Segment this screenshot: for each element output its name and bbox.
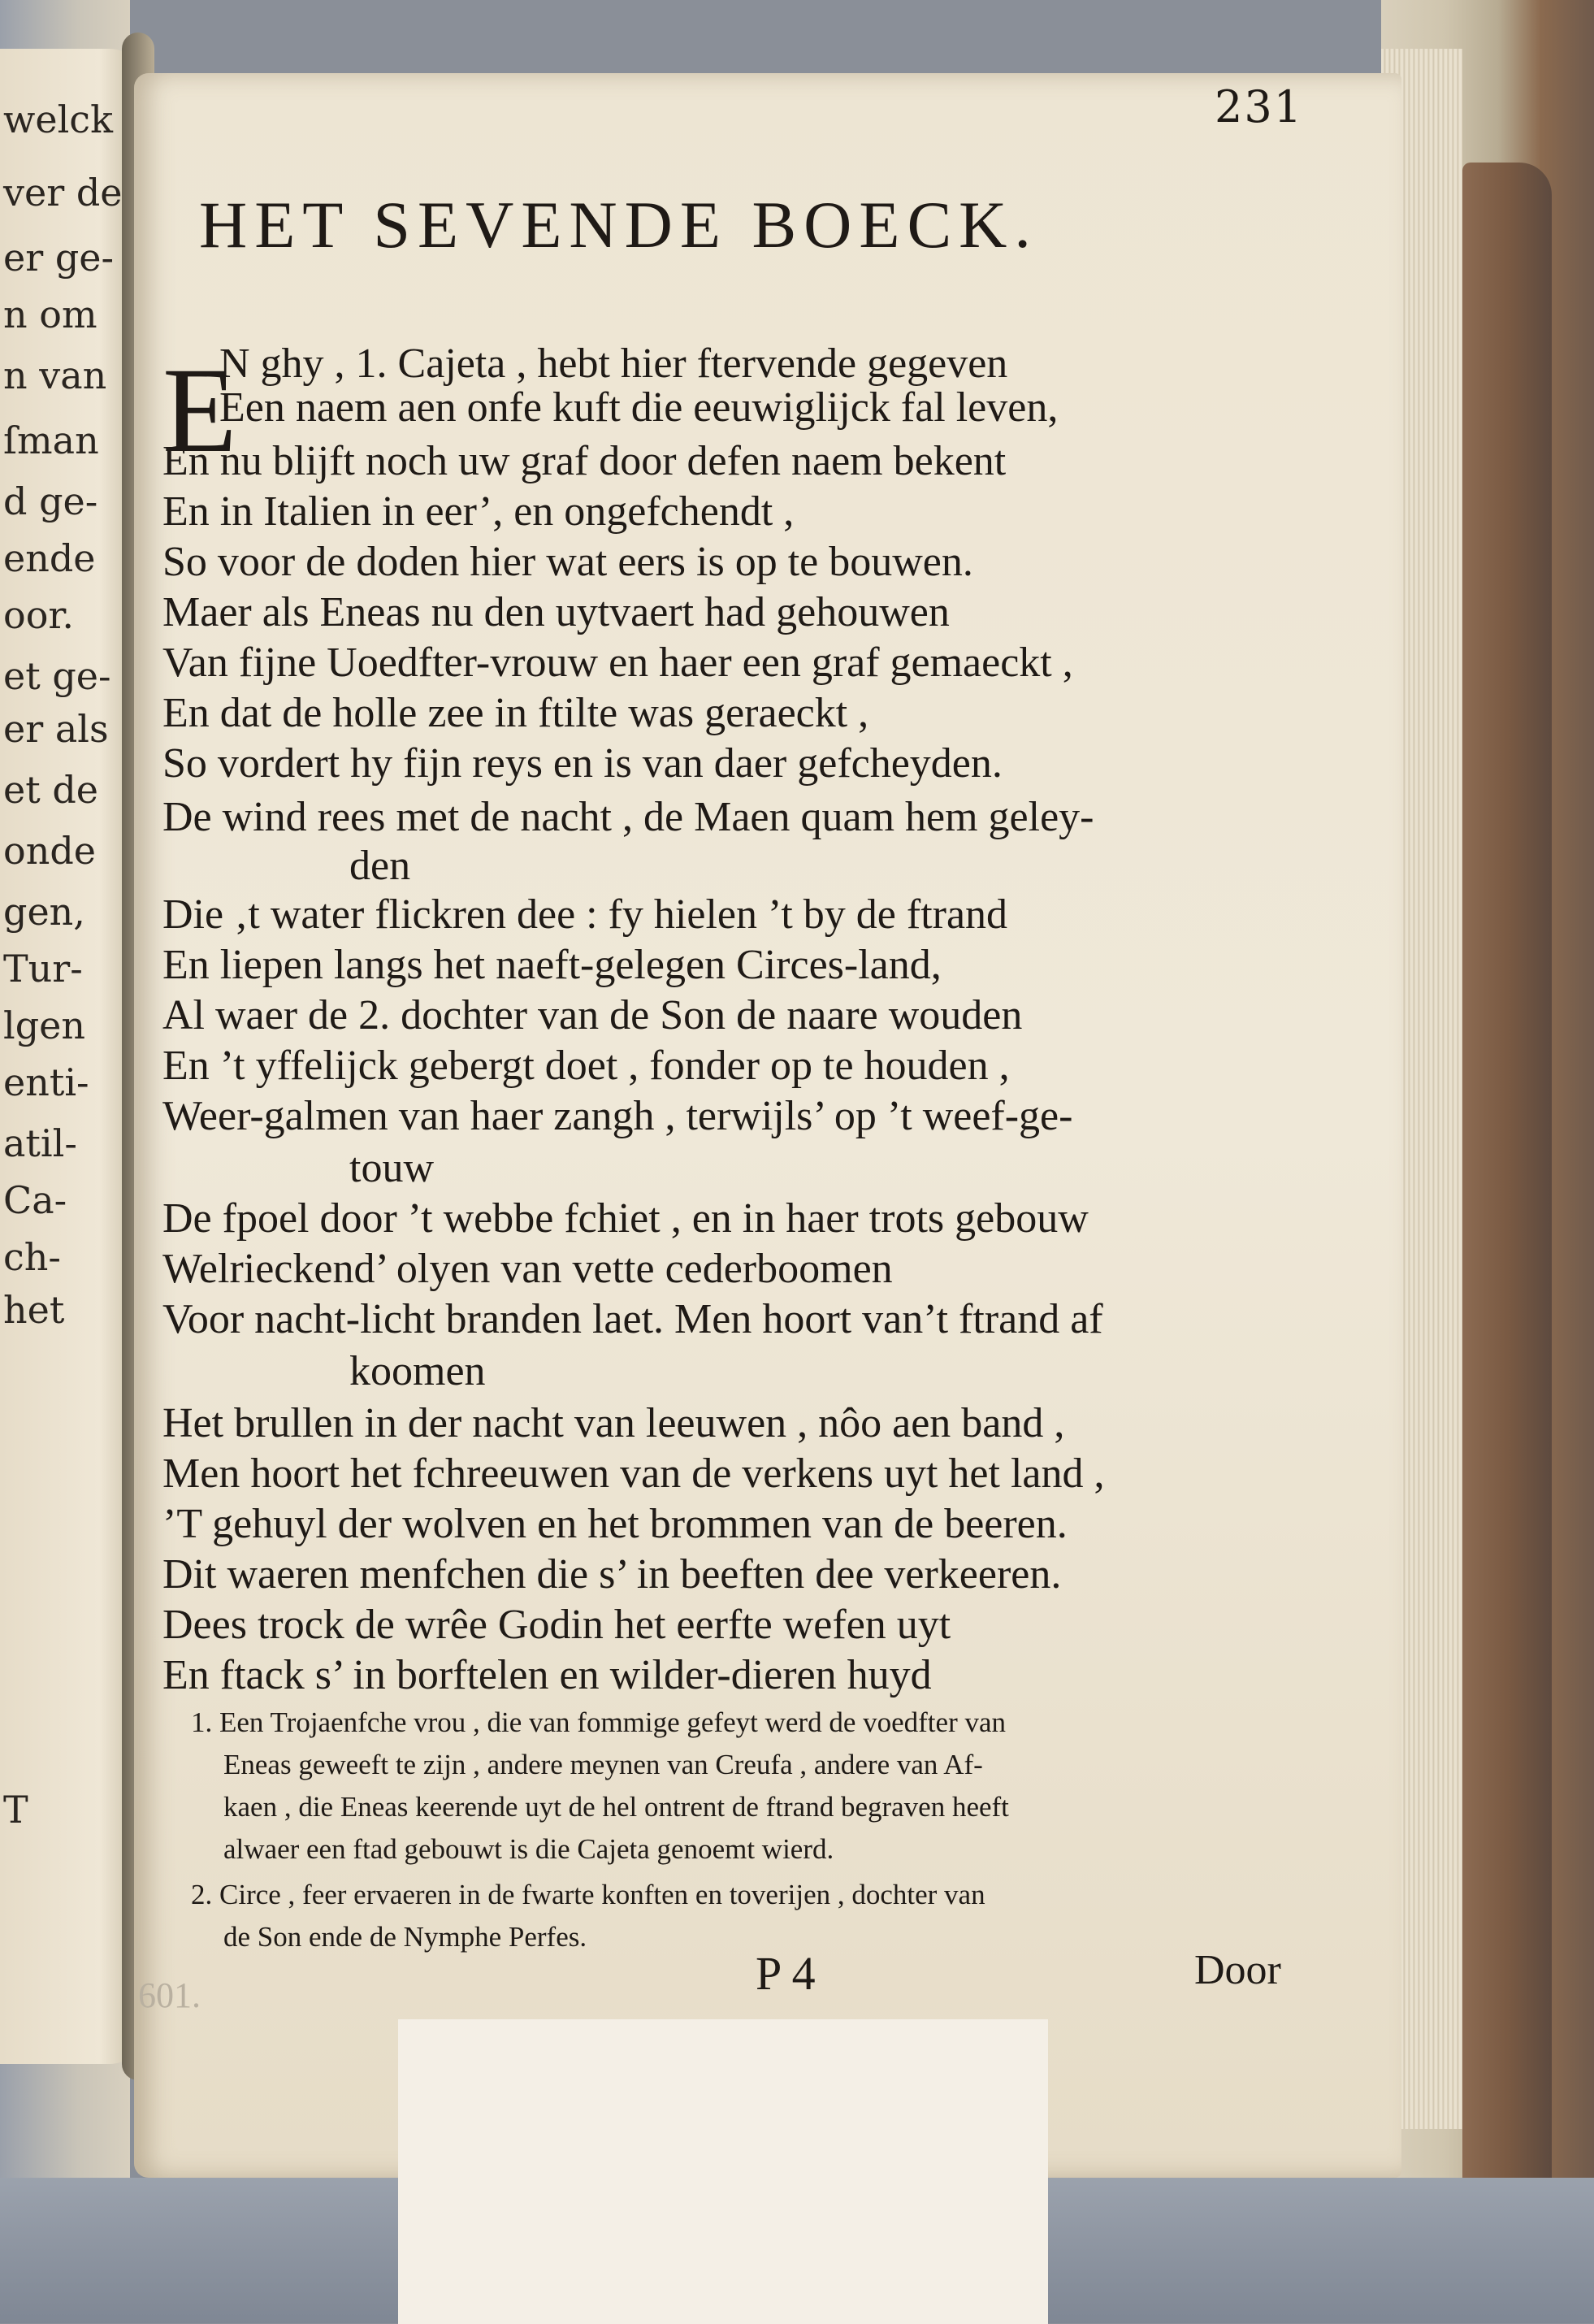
verse-line: Weer-galmen van haer zangh , terwijls’ op ’t weef-ge- bbox=[162, 1093, 1073, 1139]
verse-line: Dit waeren menfchen die s’ in beeften dee verkeeren. bbox=[162, 1551, 1062, 1598]
left-page-fragment: ver de bbox=[3, 171, 123, 215]
verse-line: Dees trock de wrêe Godin het eerfte wefen uyt bbox=[162, 1602, 951, 1648]
footnote-line: alwaer een ftad gebouwt is die Cajeta genoemt wierd. bbox=[223, 1833, 834, 1865]
verse-line: N ghy , 1. Cajeta , hebt hier ftervende gegeven bbox=[219, 340, 1008, 387]
signature-mark: P 4 bbox=[756, 1947, 816, 2000]
blank-patch bbox=[398, 2019, 1048, 2324]
left-page-fragment: T bbox=[3, 1788, 28, 1832]
verse-line: Van fijne Uoedfter-vrouw en haer een graf gemaeckt , bbox=[162, 640, 1073, 686]
left-page-fragment: atil- bbox=[3, 1121, 77, 1165]
verse-line: Die ‚t water flickren dee : fy hielen ’t by de ftrand bbox=[162, 891, 1008, 938]
verse-line: So vordert hy fijn reys en is van daer gefcheyden. bbox=[162, 740, 1003, 787]
page-number: 231 bbox=[1215, 81, 1304, 132]
left-page-fragment: lgen bbox=[3, 1004, 86, 1047]
faint-mark: 601. bbox=[138, 1975, 201, 2015]
left-page-fragment: welck bbox=[3, 98, 113, 141]
verse-line: De fpoel door ’t webbe fchiet , en in haer trots gebouw bbox=[162, 1195, 1089, 1242]
footnote-line: kaen , die Eneas keerende uyt de hel ontrent de ftrand begraven heeft bbox=[223, 1791, 1009, 1823]
verse-line: den bbox=[349, 843, 411, 889]
left-page-fragment: ch- bbox=[3, 1235, 61, 1279]
verse-line: Men hoort het fchreeuwen van de verkens uyt het land , bbox=[162, 1450, 1105, 1497]
left-page-fragment: n van bbox=[3, 353, 107, 397]
footnote-line: 2. Circe , feer ervaeren in de fwarte konften en toverijen , dochter van bbox=[191, 1879, 985, 1910]
verse-line: En ’t yffelijck gebergt doet , fonder op te houden , bbox=[162, 1043, 1010, 1089]
verse-line: En nu blijft noch uw graf door defen naem bekent bbox=[162, 438, 1007, 484]
left-page-fragment: oor. bbox=[3, 593, 74, 637]
drop-cap: E bbox=[162, 343, 237, 478]
catchword: Door bbox=[1194, 1947, 1281, 1993]
footnote-line: Eneas geweeft te zijn , andere meynen van Creufa , andere van Af- bbox=[223, 1749, 983, 1780]
verse-line: En in Italien in eer’, en ongefchendt , bbox=[162, 488, 795, 535]
verse-line: Maer als Eneas nu den uytvaert had gehouwen bbox=[162, 589, 950, 635]
verse-line: Al waer de 2. dochter van de Son de naare wouden bbox=[162, 992, 1023, 1038]
left-page-fragment: et ge- bbox=[3, 654, 111, 698]
verse-line: En ftack s’ in borftelen en wilder-dieren huyd bbox=[162, 1652, 932, 1698]
left-page-fragment: Tur- bbox=[3, 947, 83, 991]
left-page-fragment: n om bbox=[3, 293, 97, 336]
left-page-fragment: er als bbox=[3, 707, 109, 751]
verse-line: En dat de holle zee in ftilte was geraeckt , bbox=[162, 690, 869, 736]
left-page-fragment: ende bbox=[3, 536, 96, 580]
verse-line: koomen bbox=[349, 1348, 486, 1394]
left-page-fragment: het bbox=[3, 1288, 65, 1332]
verse-line: ’T gehuyl der wolven en het brommen van de beeren. bbox=[162, 1501, 1068, 1547]
book-spine bbox=[1462, 163, 1552, 2235]
footnote-line: de Son ende de Nymphe Perfes. bbox=[223, 1921, 587, 1953]
left-page-fragment: er ge- bbox=[3, 236, 115, 280]
verse-line: So voor de doden hier wat eers is op te bouwen. bbox=[162, 539, 973, 585]
left-page bbox=[0, 49, 142, 2064]
left-page-fragment: ſman bbox=[3, 418, 99, 462]
left-page-fragment: gen, bbox=[3, 890, 85, 934]
verse-line: Welrieckend’ olyen van vette cederboomen bbox=[162, 1246, 893, 1292]
verse-line: touw bbox=[349, 1145, 434, 1191]
verse-line: De wind rees met de nacht , de Maen quam hem geley- bbox=[162, 794, 1094, 840]
verse-line: En liepen langs het naeft-gelegen Circes-land, bbox=[162, 942, 942, 988]
left-page-fragment: enti- bbox=[3, 1060, 89, 1104]
footnote-line: 1. Een Trojaenfche vrou , die van fommige gefeyt werd de voedfter van bbox=[191, 1706, 1007, 1738]
left-page-fragment: onde bbox=[3, 829, 96, 873]
verse-line: Een naem aen onfe kuft die eeuwiglijck fal leven, bbox=[219, 384, 1059, 431]
left-page-fragment: Ca- bbox=[3, 1178, 67, 1222]
left-page-fragment: d ge- bbox=[3, 479, 98, 523]
verse-line: Voor nacht-licht branden laet. Men hoort van’t ftrand af bbox=[162, 1296, 1103, 1342]
verse-line: Het brullen in der nacht van leeuwen , nôo aen band , bbox=[162, 1400, 1065, 1446]
left-page-fragment: et de bbox=[3, 768, 98, 812]
chapter-heading: HET SEVENDE BOECK. bbox=[199, 188, 1038, 262]
